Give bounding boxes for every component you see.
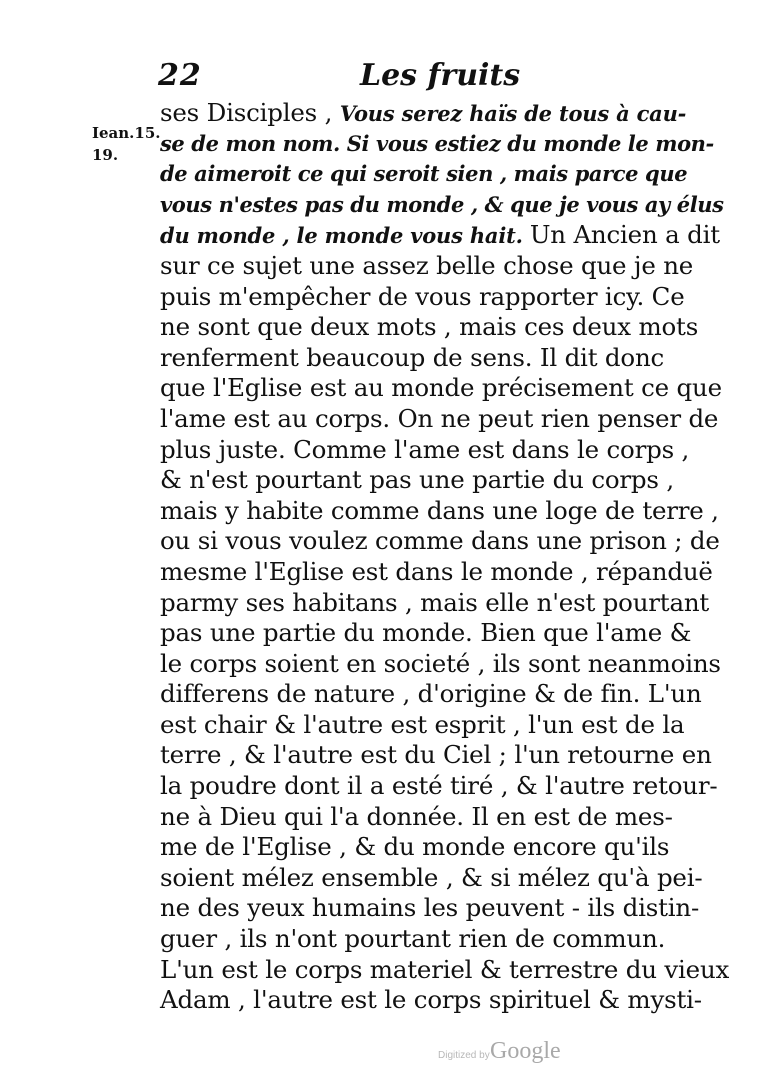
text-line (160, 190, 724, 221)
text-run: le corps soient en societé , ils sont neanmoins (160, 648, 721, 678)
italic-text-run: Vous serez haïs de tous à cau- (339, 101, 687, 126)
text-line (160, 129, 714, 160)
digitized-by-google-watermark (438, 1038, 578, 1068)
text-line (160, 281, 685, 313)
text-line (160, 679, 702, 710)
text-line (160, 250, 694, 282)
italic-text-run: du monde , le monde vous hait. (160, 223, 530, 249)
text-line (160, 954, 730, 986)
text-line (160, 220, 720, 251)
text-run: mais y habite comme dans une loge de terre , (160, 495, 719, 525)
text-run: ne sont que deux mots , mais ces deux mots (160, 312, 699, 342)
text-line (160, 434, 690, 466)
text-run: Adam , l'autre est le corps spirituel & mysti- (160, 985, 702, 1015)
text-run: ne des yeux humains les peuvent - ils distin- (160, 893, 700, 923)
text-line (160, 403, 719, 435)
page-number: 22 (158, 58, 202, 93)
text-line (160, 893, 700, 924)
watermark-prefix: Digitized by (438, 1050, 490, 1061)
text-line (160, 618, 692, 649)
margin-note-citation (92, 122, 161, 166)
text-line (160, 495, 719, 527)
text-line (160, 832, 680, 863)
text-line (160, 373, 722, 404)
body-text (160, 98, 730, 1016)
text-run: que l'Eglise est au monde précisement ce que (160, 373, 722, 403)
text-run: soient mélez ensemble , & si mélez qu'à pei- (160, 862, 703, 892)
text-line (160, 985, 702, 1016)
text-run: guer , ils n'ont pourtant rien de commun. (160, 924, 666, 954)
text-run: differens de nature , d'origine & de fin. L'un (160, 679, 702, 709)
text-run: la poudre dont il a esté tiré , & l'autre retour- (160, 771, 718, 801)
text-run: l'ame est au corps. On ne peut rien penser de (160, 403, 719, 433)
text-line (160, 740, 712, 771)
text-line (160, 159, 688, 190)
text-run: ou si vous voulez comme dans une prison ; de (160, 526, 720, 556)
text-run: Un Ancien a dit (529, 220, 720, 250)
text-run: ses Disciples , (160, 98, 340, 127)
text-run: me de l'Eglise , & du monde encore qu'ils (160, 832, 670, 862)
margin-note-line: 19. (92, 146, 119, 164)
text-line (160, 556, 713, 588)
text-run: sur ce sujet une assez belle chose que je ne (160, 250, 694, 280)
italic-text-run: se de mon nom. Si vous estiez du monde le mon- (160, 130, 714, 156)
text-line (160, 771, 718, 802)
running-head (150, 58, 550, 98)
text-run: & n'est pourtant pas une partie du corps , (160, 465, 674, 495)
text-run: terre , & l'autre est du Ciel ; l'un retourne en (160, 740, 712, 770)
text-line (160, 465, 680, 496)
text-line (160, 98, 687, 129)
running-title: Les fruits (360, 58, 521, 93)
text-run: parmy ses habitans , mais elle n'est pourtant (160, 587, 710, 617)
text-line (160, 343, 680, 374)
text-line (160, 587, 710, 619)
italic-text-run: de aimeroit ce qui seroit sien , mais parce que (160, 161, 688, 187)
margin-note-line: Iean.15. (92, 124, 161, 142)
text-run: mesme l'Eglise est dans le monde , répanduë (160, 556, 713, 586)
text-run: pas une partie du monde. Bien que l'ame & (160, 618, 692, 648)
text-line (160, 802, 680, 833)
google-logo: Google (490, 1038, 561, 1064)
text-line (160, 709, 685, 741)
text-line (160, 648, 721, 680)
italic-text-run: vous n'estes pas du monde , & que je vous ay élus (160, 191, 724, 217)
text-line (160, 862, 703, 894)
text-run: puis m'empêcher de vous rapporter icy. Ce (160, 281, 685, 311)
text-run: est chair & l'autre est esprit , l'un est de la (160, 709, 685, 739)
text-line (160, 924, 680, 955)
text-run: renferment beaucoup de sens. Il dit donc (160, 342, 665, 372)
text-line (160, 526, 720, 557)
text-run: plus juste. Comme l'ame est dans le corps , (160, 434, 690, 464)
text-run: ne à Dieu qui l'a donnée. Il en est de mes- (160, 801, 673, 831)
text-line (160, 312, 699, 343)
text-run: L'un est le corps materiel & terrestre du vieux (160, 954, 730, 984)
